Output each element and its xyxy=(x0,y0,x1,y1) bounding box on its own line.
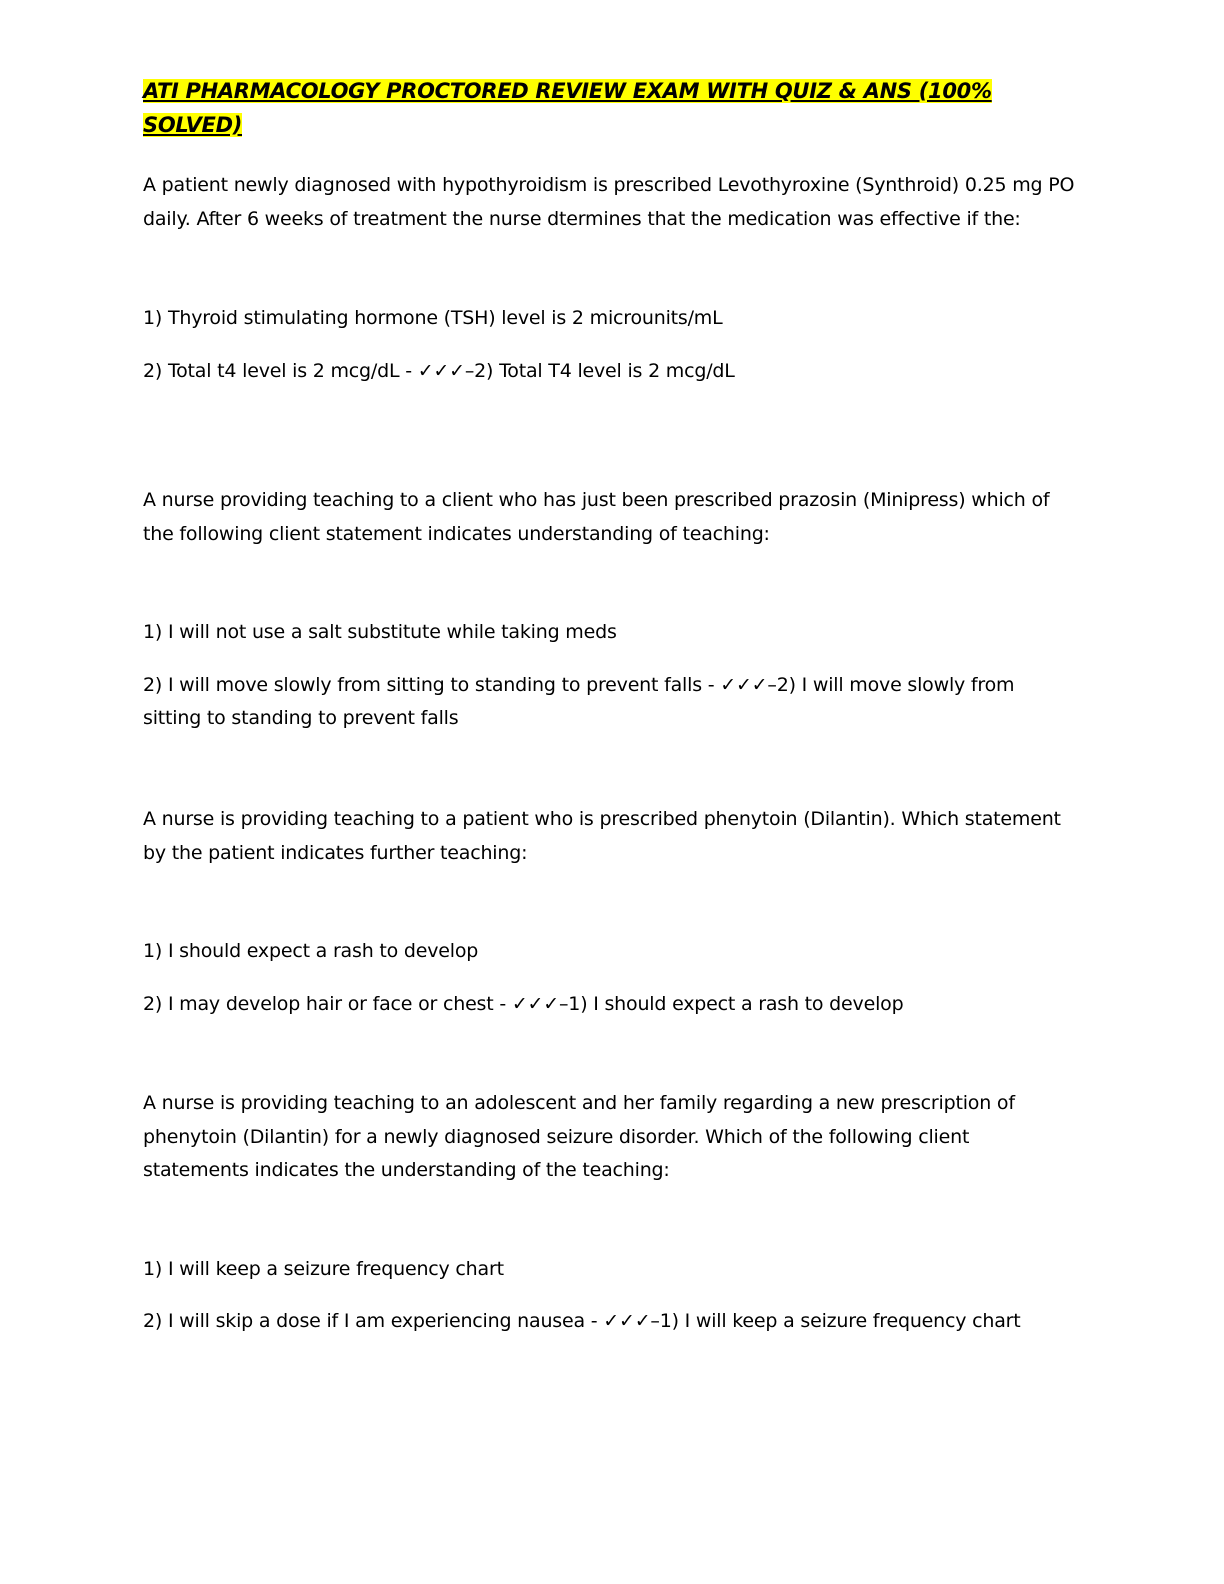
answer-option: 1) Thyroid stimulating hormone (TSH) level is 2 microunits/mL xyxy=(143,307,723,329)
question-1 xyxy=(143,169,1078,388)
question-stem: A nurse is providing teaching to a patient who is prescribed phenytoin (Dilantin). Which statement by the patient indicates further teaching: xyxy=(143,808,1061,864)
answer-option: 1) I will keep a seizure frequency chart xyxy=(143,1257,504,1280)
answer-option-key: 2) I may develop hair or face or chest - ✓✓✓–1) I should expect a rash to develop xyxy=(143,992,904,1015)
question-4 xyxy=(143,1087,1078,1339)
answer-option: 1) I will not use a salt substitute while taking meds xyxy=(143,621,617,643)
answer-option-key: 2) I will move slowly from sitting to standing to prevent falls - ✓✓✓–2) I will move slowly from sitting to standing to prevent falls xyxy=(143,673,1015,729)
answer-option: 1) I should expect a rash to develop xyxy=(143,940,479,962)
question-stem: A patient newly diagnosed with hypothyroidism is prescribed Levothyroxine (Synthroid) 0.25 mg PO daily. After 6 weeks of treatment the nurse dtermines that the medication was effective if the: xyxy=(143,174,1075,230)
document-page xyxy=(143,74,1078,1332)
document-title xyxy=(143,74,1078,142)
question-stem: A nurse providing teaching to a client who has just been prescribed prazosin (Minipress) which of the following client statement indicates understanding of teaching: xyxy=(143,489,1050,545)
title-highlight: ATI PHARMACOLOGY PROCTORED REVIEW EXAM WITH QUIZ & ANS (100% SOLVED) xyxy=(143,79,992,137)
question-2 xyxy=(143,484,1078,736)
question-3 xyxy=(143,803,1078,1021)
answer-option-key: 2) Total t4 level is 2 mcg/dL - ✓✓✓–2) Total T4 level is 2 mcg/dL xyxy=(143,359,735,382)
answer-option-key: 2) I will skip a dose if I am experiencing nausea - ✓✓✓–1) I will keep a seizure frequency chart xyxy=(143,1310,1021,1332)
question-stem: A nurse is providing teaching to an adolescent and her family regarding a new prescription of phenytoin (Dilantin) for a newly diagnosed seizure disorder. Which of the following client statements indicates the understanding of the teaching: xyxy=(143,1092,1015,1181)
